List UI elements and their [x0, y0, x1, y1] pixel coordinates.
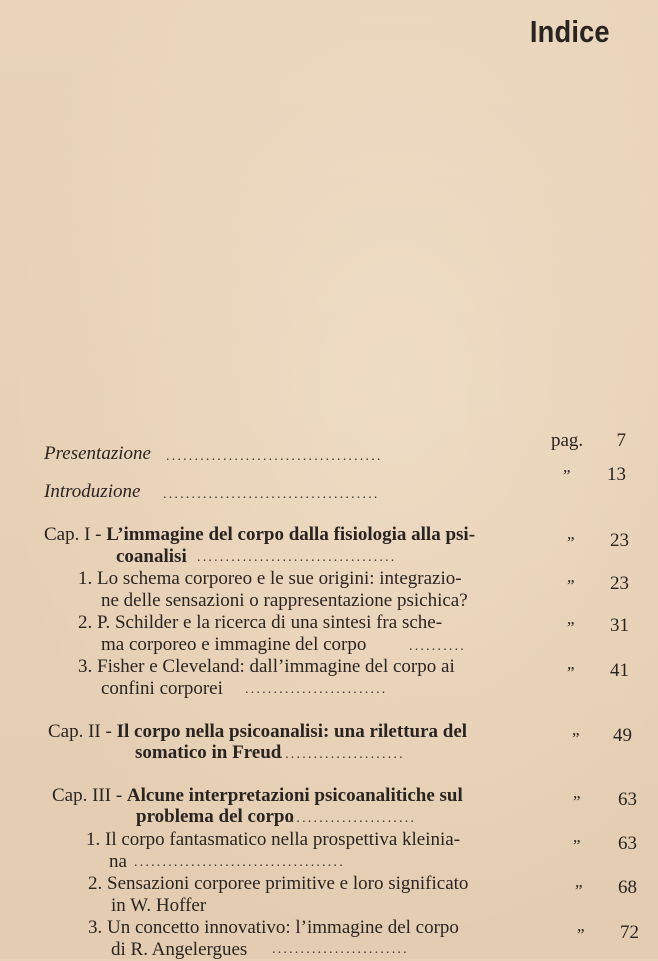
section-1-2-line2: ma corporeo e immagine del corpo: [101, 634, 367, 655]
ditto-mark: ”: [573, 792, 581, 811]
ditto-mark: ”: [563, 466, 571, 485]
leader-dots: ......................................: [166, 449, 383, 464]
section-1-2: [78, 612, 442, 634]
page-title: Indice: [530, 14, 610, 49]
section-3-1-number: 1.: [86, 829, 101, 850]
chapter-3-title-line1: Alcune interpretazioni psicoanalitiche sul: [126, 785, 463, 806]
ditto-mark: ”: [567, 618, 575, 637]
section-1-2-line1: P. Schilder e la ricerca di una sintesi fra sche-: [97, 612, 443, 633]
section-3-1-page: 63: [618, 833, 637, 854]
section-1-1-page: 23: [610, 573, 629, 594]
leader-dots: ........................: [268, 747, 405, 762]
chapter-3-page: 63: [618, 789, 637, 810]
ditto-mark: ”: [567, 576, 575, 595]
section-3-3-page: 72: [620, 922, 639, 943]
section-1-2-number: 2.: [78, 612, 93, 633]
section-3-2-page: 68: [618, 877, 637, 898]
section-3-2-number: 2.: [88, 873, 103, 894]
section-3-1: [86, 829, 460, 851]
section-1-1-line1: Lo schema corporeo e le sue origini: integrazio-: [97, 568, 462, 589]
leader-dots: ...................................: [197, 550, 397, 565]
chapter-2-prefix: Cap. II -: [48, 721, 117, 742]
section-3-1-line2: na: [109, 851, 127, 872]
chapter-2-heading: [48, 721, 467, 743]
section-1-2-page: 31: [610, 615, 629, 636]
chapter-2-title-line1: Il corpo nella psicoanalisi: una rilettura del: [116, 721, 468, 742]
section-3-2-line1: Sensazioni corporee primitive e loro significato: [107, 873, 469, 894]
section-3-3-number: 3.: [88, 917, 103, 938]
chapter-2-page: 49: [613, 725, 632, 746]
ditto-mark: ”: [567, 533, 575, 552]
section-1-1: [78, 568, 462, 590]
ditto-mark: ”: [572, 729, 580, 748]
leader-dots: ..........: [409, 639, 466, 654]
chapter-1-prefix: Cap. I -: [44, 524, 107, 545]
leader-dots: ......................................: [163, 487, 380, 502]
chapter-3-prefix: Cap. III -: [52, 785, 127, 806]
section-1-1-line2: ne delle sensazioni o rappresentazione psichica?: [101, 590, 468, 611]
chapter-3-title-line2: problema del corpo: [136, 806, 294, 827]
section-3-3-line2: di R. Angelergues: [111, 939, 248, 960]
entry-presentazione-page: 7: [616, 430, 626, 451]
entry-introduzione-text: Introduzione: [44, 481, 141, 502]
leader-dots: .....................................: [134, 855, 345, 870]
chapter-1-heading: [44, 524, 475, 546]
entry-introduzione-page: 13: [607, 464, 626, 485]
entry-presentazione-text: Presentazione: [44, 443, 151, 464]
section-1-1-number: 1.: [78, 568, 93, 589]
section-1-3: [78, 656, 455, 678]
section-1-3-line2: confini corporei: [101, 678, 223, 699]
section-3-2: [88, 873, 468, 895]
chapter-3-heading: [52, 785, 463, 807]
section-3-3-line1: Un concetto innovativo: l’immagine del corpo: [107, 917, 459, 938]
leader-dots: .........................: [245, 682, 388, 697]
section-3-3: [88, 917, 459, 939]
section-1-3-page: 41: [610, 660, 629, 681]
ditto-mark: ”: [575, 881, 583, 900]
section-3-1-line1: Il corpo fantasmatico nella prospettiva kleinia-: [105, 829, 461, 850]
leader-dots: .......................: [285, 811, 417, 826]
pag-label: pag.: [551, 430, 584, 451]
chapter-2-title-line2: somatico in Freud: [135, 742, 282, 763]
ditto-mark: ”: [577, 925, 585, 944]
ditto-mark: ”: [567, 663, 575, 682]
ditto-mark: ”: [573, 836, 581, 855]
leader-dots: ........................: [272, 942, 409, 957]
chapter-1-title-line1: L’immagine del corpo dalla fisiologia alla psi-: [106, 524, 476, 545]
section-1-3-line1: Fisher e Cleveland: dall’immagine del corpo ai: [97, 656, 455, 677]
chapter-1-page: 23: [610, 530, 629, 551]
section-1-3-number: 3.: [78, 656, 93, 677]
chapter-1-title-line2: coanalisi: [116, 546, 187, 567]
section-3-2-line2: in W. Hoffer: [111, 895, 207, 916]
